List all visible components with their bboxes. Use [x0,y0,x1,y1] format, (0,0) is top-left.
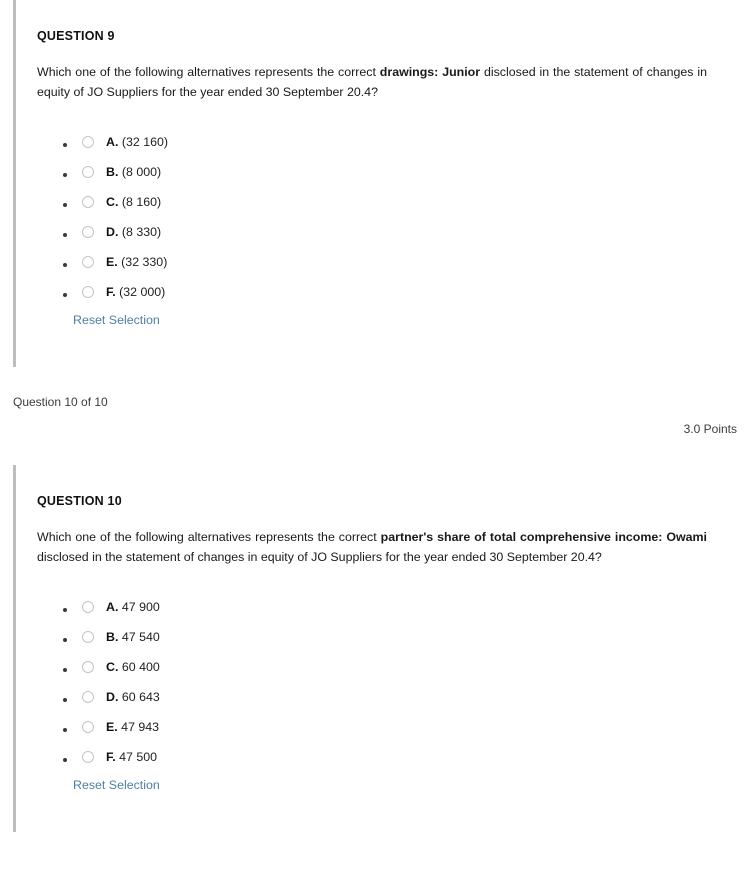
radio-button-f[interactable] [82,751,94,763]
option-value: 47 500 [119,750,157,764]
list-item[interactable] [77,165,707,179]
list-item[interactable] [77,285,707,299]
answer-options-list [37,135,707,299]
option-label [106,285,165,299]
option-value: 47 900 [121,600,160,614]
prompt-options-spacer [37,102,707,135]
option-value: 60 643 [121,690,160,704]
option-label [106,135,168,149]
radio-button-e[interactable] [82,256,94,268]
prompt-options-spacer [37,567,707,600]
radio-button-f[interactable] [82,286,94,298]
reset-selection-link[interactable]: Reset Selection [73,778,160,792]
option-label [106,165,161,179]
prompt-text-tail: disclosed in the statement of changes in equity of JO Suppliers for the year ended 30 September 20.4? [37,65,707,99]
option-letter: B. [106,165,119,179]
option-label [106,255,167,269]
status-badge: 3.0 Points [683,422,737,436]
option-value: (8 330) [121,225,162,239]
question-heading: QUESTION 10 [37,494,122,508]
option-letter: D. [106,225,119,239]
question-card-10 [0,465,750,832]
answer-options-list [37,600,707,764]
radio-button-b[interactable] [82,631,94,643]
option-label [106,225,161,239]
option-value: (32 000) [119,285,166,299]
radio-button-a[interactable] [82,601,94,613]
option-letter: F. [106,285,116,299]
option-label [106,195,161,209]
option-letter: E. [106,255,118,269]
list-item[interactable] [77,225,707,239]
list-item[interactable] [77,255,707,269]
prompt-text-lead: Which one of the following alternatives represents the correct [37,530,381,544]
card-bottom-spacer [37,794,707,832]
reset-selection-link[interactable]: Reset Selection [73,313,160,327]
option-value: (8 000) [121,165,162,179]
option-label [106,630,160,644]
prompt-text-lead: Which one of the following alternatives represents the correct [37,65,380,79]
list-item[interactable] [77,660,707,674]
question-meta-strip [0,367,750,465]
question-prompt [37,508,707,567]
question-counter: Question 10 of 10 [13,395,108,409]
question-prompt [37,43,707,102]
prompt-text-emphasis: partner's share of total comprehensive income: Owami [380,530,707,544]
radio-button-d[interactable] [82,226,94,238]
radio-button-b[interactable] [82,166,94,178]
list-item[interactable] [77,720,707,734]
list-item[interactable] [77,630,707,644]
option-label [106,750,157,764]
option-letter: A. [106,600,119,614]
meta-bottom-spacer [0,436,750,465]
option-letter: F. [106,750,116,764]
list-item[interactable] [77,690,707,704]
option-label [106,690,160,704]
option-letter: B. [106,630,119,644]
question-card-9 [0,0,750,367]
list-item[interactable] [77,750,707,764]
option-label [106,600,160,614]
option-value: 47 540 [121,630,160,644]
option-value: (32 330) [121,255,168,269]
option-letter: D. [106,690,119,704]
radio-button-d[interactable] [82,691,94,703]
option-value: (8 160) [121,195,162,209]
option-letter: E. [106,720,118,734]
radio-button-e[interactable] [82,721,94,733]
question-heading: QUESTION 9 [37,29,115,43]
option-value: 60 400 [121,660,160,674]
card-bottom-spacer [37,329,707,367]
list-item[interactable] [77,600,707,614]
prompt-text-emphasis: drawings: Junior [379,65,481,79]
option-letter: A. [106,135,119,149]
list-item[interactable] [77,135,707,149]
option-label [106,720,159,734]
option-value: 47 943 [121,720,160,734]
radio-button-a[interactable] [82,136,94,148]
radio-button-c[interactable] [82,661,94,673]
option-value: (32 160) [121,135,169,149]
prompt-text-tail: disclosed in the statement of changes in equity of JO Suppliers for the year ended 30 September 20.4? [37,550,602,564]
option-label [106,660,160,674]
option-letter: C. [106,195,119,209]
radio-button-c[interactable] [82,196,94,208]
list-item[interactable] [77,195,707,209]
option-letter: C. [106,660,119,674]
